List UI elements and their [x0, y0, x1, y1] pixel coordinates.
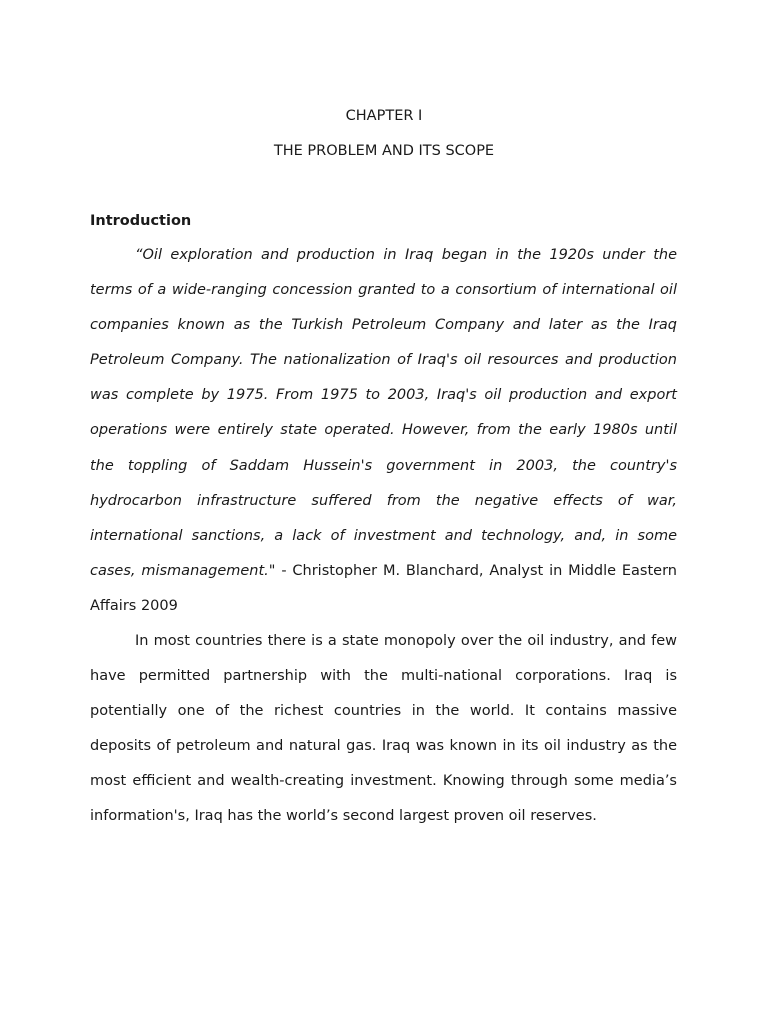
quote-attribution: - Christopher M. Blanchard, Analyst in Middle Eastern Affairs 2009 [90, 562, 677, 614]
body-paragraph [90, 624, 677, 835]
chapter-label: CHAPTER I [345, 108, 423, 124]
body-paragraph-text: In most countries there is a state monopoly over the oil industry, and few have permitted partnership with the multi-national corporations. Iraq is potentially one of the richest countries in the world. It contains massive deposits of petroleum and natural gas. Iraq was known in its oil industry as the most efficient and wealth-creating investment. Knowing through some media’s information's, Iraq has the world’s second largest proven oil reserves. [90, 633, 677, 825]
chapter-title: THE PROBLEM AND ITS SCOPE [273, 143, 495, 159]
section-heading: Introduction [90, 213, 192, 229]
quote-paragraph [90, 238, 677, 624]
quote-text: “Oil exploration and production in Iraq began in the 1920s under the terms of a wide-ranging concession granted to a consortium of international oil companies known as the Turkish Petroleum Company and later as the Iraq Petroleum Company. The nationalization of Iraq's oil resources and production was complete by 1975. From 1975 to 2003, Iraq's oil production and export operations were entirely state operated. However, from the early 1980s until the toppling of Saddam Hussein's government in 2003, the country's hydrocarbon infrastructure suffered from the negative effects of war, international sanctions, a lack of investment and technology, and, in some cases, mismanagement." [90, 247, 677, 579]
